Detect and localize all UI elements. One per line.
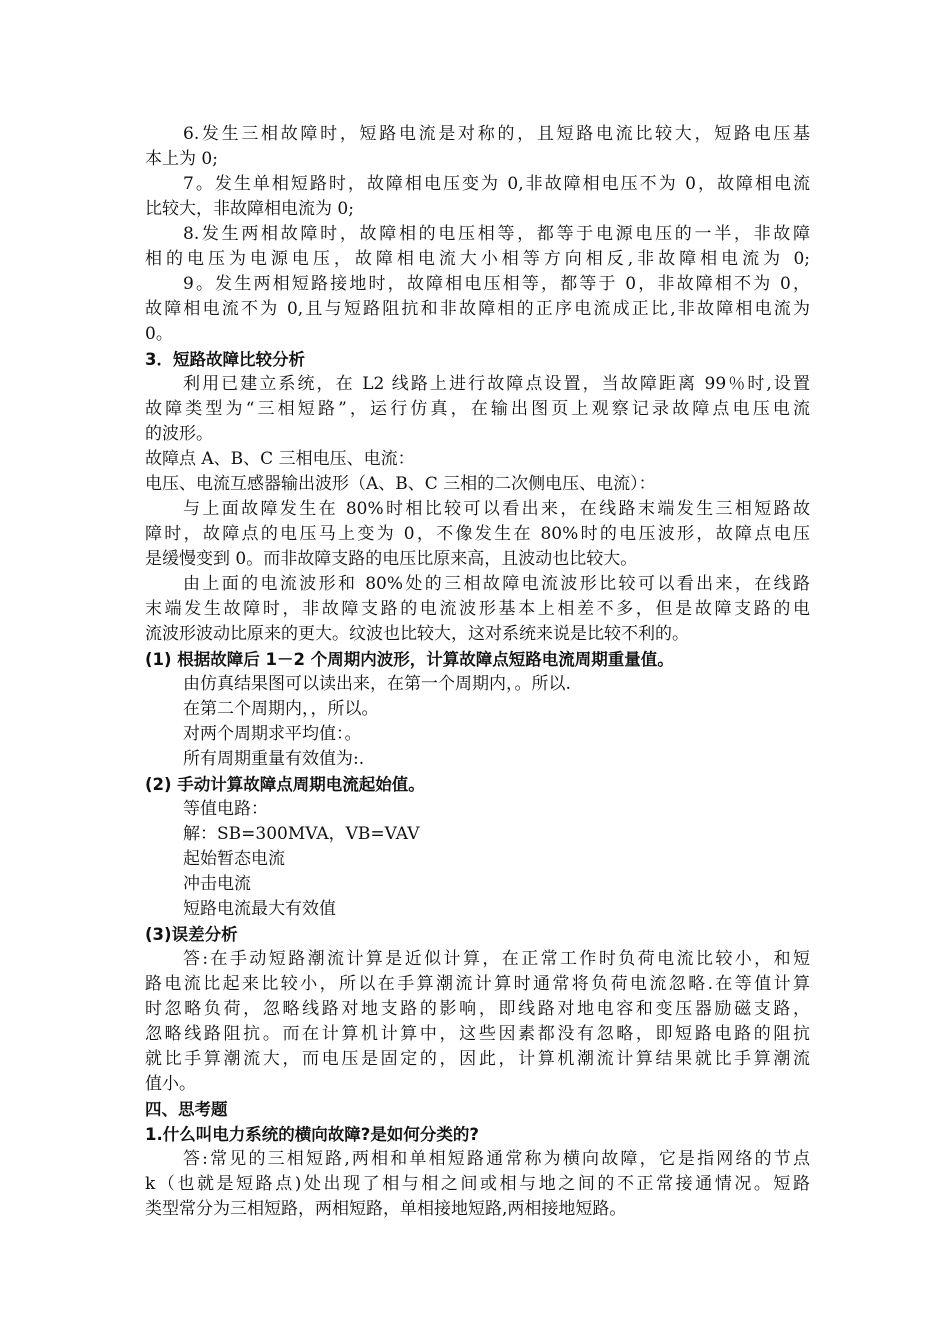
text-line: 0。 — [145, 324, 173, 344]
text-line: 6.发生三相故障时，短路电流是对称的，且短路电流比较大，短路电压基 — [183, 124, 810, 144]
text-line: 起始暂态电流 — [183, 849, 285, 869]
text-line: 末端发生故障时，非故障支路的电流波形基本上相差不多，但是故障支路的电 — [145, 599, 810, 619]
text-line: 类型常分为三相短路，两相短路，单相接地短路,两相接地短路。 — [145, 1199, 627, 1219]
text-line: 冲击电流 — [183, 874, 251, 894]
text-line: 7。发生单相短路时，故障相电压变为 0,非故障相电压不为 0，故障相电流 — [183, 174, 810, 194]
text-line: 的波形。 — [145, 424, 213, 444]
text-line: 流波形波动比原来的更大。纹波也比较大，这对系统来说是比较不利的。 — [145, 624, 689, 644]
section-heading: 四、思考题 — [145, 1100, 228, 1119]
text-line: 9。发生两相短路接地时，故障相电压相等，都等于 0，非故障相不为 0， — [183, 274, 810, 294]
section-heading: 1.什么叫电力系统的横向故障?是如何分类的? — [145, 1125, 479, 1144]
text-line: 故障点 A、B、C 三相电压、电流： — [145, 449, 415, 469]
text-line: 8.发生两相故障时，故障相的电压相等，都等于电源电压的一半，非故障 — [183, 224, 810, 244]
text-line: 本上为 0; — [145, 149, 218, 169]
text-line: 短路电流最大有效值 — [183, 899, 336, 919]
text-line: 解：SB=300MVA，VB=VAV — [183, 824, 420, 844]
text-line: 路电流比起来比较小，所以在手算潮流计算时通常将负荷电流忽略.在等值计算 — [145, 974, 810, 994]
text-line: k（也就是短路点)处出现了相与相之间或相与地之间的不正常接通情况。短路 — [145, 1174, 810, 1194]
section-heading: (1) 根据故障后 1－2 个周期内波形，计算故障点短路电流周期重量值。 — [145, 650, 674, 669]
text-line: 时忽略负荷，忽略线路对地支路的影响，即线路对地电容和变压器励磁支路， — [145, 999, 810, 1019]
text-line: 相的电压为电源电压，故障相电流大小相等方向相反,非故障相电流为 0; — [145, 249, 810, 269]
text-line: 答:常见的三相短路,两相和单相短路通常称为横向故障，它是指网络的节点 — [183, 1149, 810, 1169]
section-heading: (3)误差分析 — [145, 925, 238, 944]
document-body — [145, 122, 810, 1222]
text-line: 答:在手动短路潮流计算是近似计算，在正常工作时负荷电流比较小，和短 — [183, 949, 810, 969]
text-line: 忽略线路阻抗。而在计算机计算中，这些因素都没有忽略，即短路电路的阻抗 — [145, 1024, 810, 1044]
text-line: 故障相电流不为 0,且与短路阻抗和非故障相的正序电流成正比,非故障相电流为 — [145, 299, 810, 319]
section-heading: 3．短路故障比较分析 — [145, 350, 305, 369]
text-line: 所有周期重量有效值为:. — [183, 749, 365, 769]
text-line: 利用已建立系统，在 L2 线路上进行故障点设置，当故障距离 99％时,设置 — [183, 374, 810, 394]
text-line: 是缓慢变到 0。而非故障支路的电压比原来高，且波动也比较大。 — [145, 549, 638, 569]
text-line: 与上面故障发生在 80%时相比较可以看出来，在线路末端发生三相短路故 — [183, 499, 810, 519]
text-line: 由上面的电流波形和 80%处的三相故障电流波形比较可以看出来，在线路 — [183, 574, 810, 594]
text-line: 比较大，非故障相电流为 0; — [145, 199, 354, 219]
text-line: 等值电路： — [183, 799, 268, 819]
text-line: 在第二个周期内，，所以。 — [183, 699, 379, 719]
text-line: 对两个周期求平均值：。 — [183, 724, 362, 744]
text-line: 障时，故障点的电压马上变为 0，不像发生在 80%时的电压波形，故障点电压 — [145, 524, 810, 544]
text-line: 就比手算潮流大，而电压是固定的，因此，计算机潮流计算结果就比手算潮流 — [145, 1049, 810, 1069]
text-line: 由仿真结果图可以读出来，在第一个周期内，。所以. — [183, 674, 571, 694]
text-line: 值小。 — [145, 1074, 196, 1094]
section-heading: (2) 手动计算故障点周期电流起始值。 — [145, 775, 425, 794]
text-line: 电压、电流互感器输出波形（A、B、C 三相的二次侧电压、电流）： — [145, 474, 656, 494]
text-line: 故障类型为“三相短路”，运行仿真，在输出图页上观察记录故障点电压电流 — [145, 399, 810, 419]
